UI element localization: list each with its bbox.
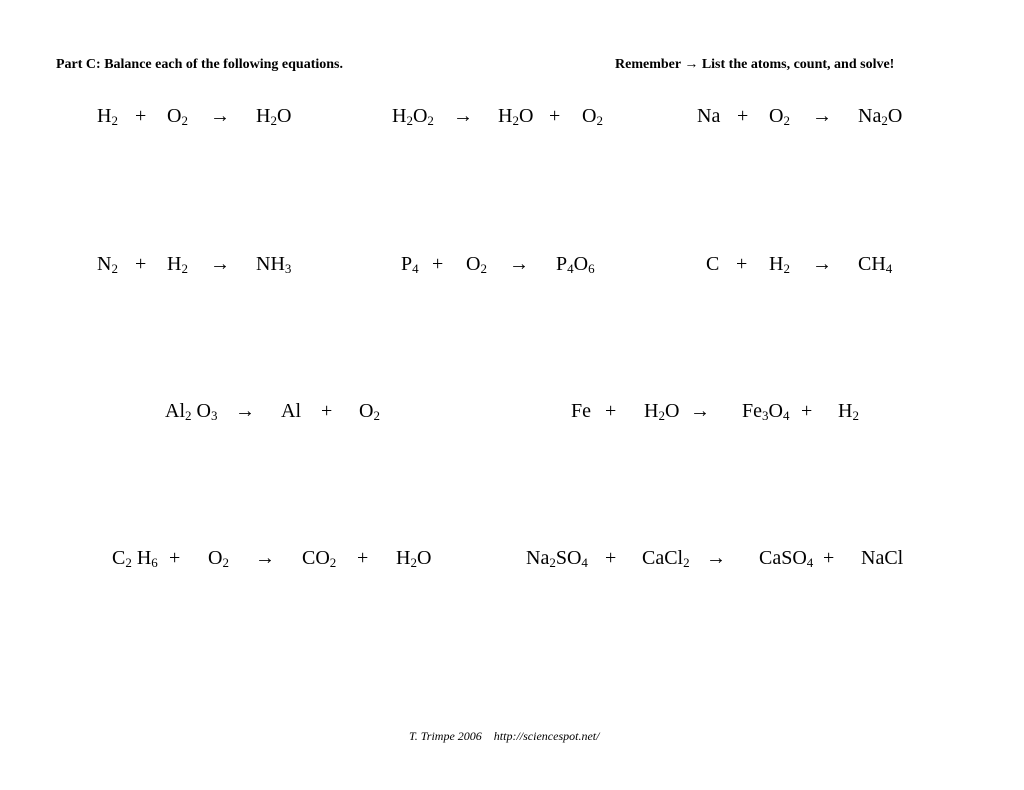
plus-symbol: +	[135, 253, 147, 275]
element-symbol: O	[769, 105, 784, 127]
subscript: 2	[596, 113, 603, 128]
subscript: 2	[111, 113, 118, 128]
element-symbol: Fe	[742, 400, 762, 422]
element-symbol: P	[401, 253, 413, 275]
plus-symbol: +	[605, 547, 617, 569]
chemical-formula	[97, 252, 118, 276]
arrow-symbol: →	[235, 400, 255, 422]
element-symbol: O	[887, 105, 903, 127]
chemical-formula	[858, 252, 892, 276]
subscript: 4	[782, 408, 790, 423]
subscript: 3	[210, 408, 218, 423]
plus-symbol: +	[549, 105, 561, 127]
element-symbol: Fe	[571, 400, 591, 422]
subscript: 2	[410, 555, 417, 570]
chemical-formula	[644, 399, 679, 423]
chemical-formula	[392, 104, 434, 128]
element-symbol: C	[112, 547, 126, 569]
plus-symbol: +	[605, 400, 617, 422]
element-symbol: P	[556, 253, 568, 275]
element-symbol: H	[396, 547, 411, 569]
chemical-formula	[697, 104, 720, 128]
chemical-formula	[256, 104, 291, 128]
chemical-formula	[359, 399, 380, 423]
element-symbol: H	[498, 105, 513, 127]
arrow-symbol: →	[210, 253, 230, 275]
arrow-symbol: →	[812, 105, 832, 127]
element-symbol: O	[167, 105, 182, 127]
element-symbol: O	[359, 400, 374, 422]
chemical-formula	[281, 399, 301, 423]
chemical-formula	[838, 399, 859, 423]
element-symbol: NH	[256, 253, 285, 275]
element-symbol: O	[573, 253, 589, 275]
chemical-formula	[642, 546, 690, 570]
chemical-formula	[167, 104, 188, 128]
element-symbol: O	[208, 547, 223, 569]
element-symbol: N	[97, 253, 112, 275]
element-symbol: O	[518, 105, 534, 127]
chemical-formula	[769, 104, 790, 128]
chemical-formula	[582, 104, 603, 128]
chemical-formula	[498, 104, 533, 128]
subscript: 4	[581, 555, 588, 570]
chemical-formula	[167, 252, 188, 276]
subscript: 2	[783, 261, 790, 276]
chemical-formula	[256, 252, 291, 276]
element-symbol: H	[392, 105, 407, 127]
plus-symbol: +	[321, 400, 333, 422]
subscript: 2	[512, 113, 519, 128]
subscript: 2	[329, 555, 337, 570]
subscript: 2	[549, 555, 556, 570]
element-symbol: H	[256, 105, 271, 127]
subscript: 2	[480, 261, 487, 276]
footer-author: T. Trimpe 2006	[409, 729, 482, 743]
subscript: 6	[151, 555, 158, 570]
chemical-formula	[759, 546, 813, 570]
footer-url: http://sciencespot.net/	[493, 729, 600, 743]
subscript: 2	[852, 408, 859, 423]
subscript: 2	[185, 408, 192, 423]
chemical-formula	[742, 399, 789, 423]
plus-symbol: +	[801, 400, 813, 422]
subscript: 4	[412, 261, 419, 276]
subscript: 2	[406, 113, 413, 128]
plus-symbol: +	[736, 253, 748, 275]
chemical-formula	[858, 104, 902, 128]
element-symbol: CH	[858, 253, 886, 275]
element-symbol: Na	[858, 105, 882, 127]
element-symbol: O	[466, 253, 481, 275]
element-symbol: O	[768, 400, 783, 422]
chemical-formula	[112, 546, 158, 570]
chemical-formula	[556, 252, 595, 276]
instructions-heading: Part C: Balance each of the following equations.	[56, 57, 343, 72]
subscript: 2	[373, 408, 380, 423]
arrow-symbol: →	[706, 547, 726, 569]
subscript: 3	[284, 261, 292, 276]
element-symbol: C	[706, 253, 720, 275]
element-symbol: H	[769, 253, 784, 275]
element-symbol: CaSO	[759, 547, 807, 569]
chemical-formula	[97, 104, 118, 128]
element-symbol: Al	[165, 400, 185, 422]
subscript: 2	[181, 113, 188, 128]
plus-symbol: +	[823, 547, 835, 569]
element-symbol: O	[191, 400, 211, 422]
plus-symbol: +	[737, 105, 749, 127]
element-symbol: O	[664, 400, 680, 422]
element-symbol: Na	[526, 547, 550, 569]
element-symbol: SO	[555, 547, 582, 569]
chemical-formula	[401, 252, 419, 276]
chemical-formula	[861, 546, 903, 570]
subscript: 4	[567, 261, 574, 276]
subscript: 2	[881, 113, 888, 128]
subscript: 2	[427, 113, 434, 128]
element-symbol: CO	[302, 547, 330, 569]
element-symbol: H	[838, 400, 853, 422]
arrow-symbol: →	[453, 105, 473, 127]
chemical-formula	[526, 546, 588, 570]
subscript: 2	[222, 555, 229, 570]
subscript: 2	[181, 261, 188, 276]
element-symbol: H	[167, 253, 182, 275]
chemical-formula	[466, 252, 487, 276]
subscript: 2	[783, 113, 790, 128]
subscript: 2	[658, 408, 665, 423]
arrow-symbol: →	[255, 547, 275, 569]
element-symbol: O	[412, 105, 428, 127]
element-symbol: H	[644, 400, 659, 422]
plus-symbol: +	[432, 253, 444, 275]
chemical-formula	[706, 252, 719, 276]
subscript: 6	[588, 261, 595, 276]
subscript: 2	[270, 113, 277, 128]
plus-symbol: +	[357, 547, 369, 569]
reminder-heading: Remember → List the atoms, count, and solve!	[615, 57, 895, 72]
subscript: 2	[125, 555, 132, 570]
plus-symbol: +	[135, 105, 147, 127]
arrow-symbol: →	[690, 400, 710, 422]
plus-symbol: +	[169, 547, 181, 569]
chemical-formula	[769, 252, 790, 276]
arrow-symbol: →	[210, 105, 230, 127]
subscript: 2	[111, 261, 118, 276]
element-symbol: Na	[697, 105, 721, 127]
chemical-formula	[208, 546, 229, 570]
element-symbol: O	[416, 547, 432, 569]
element-symbol: O	[276, 105, 292, 127]
element-symbol: H	[97, 105, 112, 127]
arrow-symbol: →	[509, 253, 529, 275]
chemical-formula	[396, 546, 431, 570]
arrow-symbol: →	[812, 253, 832, 275]
subscript: 4	[885, 261, 893, 276]
chemical-formula	[165, 399, 217, 423]
subscript: 3	[762, 408, 769, 423]
element-symbol: Al	[281, 400, 301, 422]
element-symbol: O	[582, 105, 597, 127]
element-symbol: CaCl	[642, 547, 684, 569]
subscript: 4	[806, 555, 814, 570]
chemical-formula	[571, 399, 591, 423]
chemical-formula	[302, 546, 336, 570]
footer	[409, 729, 599, 744]
element-symbol: H	[131, 547, 152, 569]
element-symbol: NaCl	[861, 547, 904, 569]
subscript: 2	[683, 555, 690, 570]
